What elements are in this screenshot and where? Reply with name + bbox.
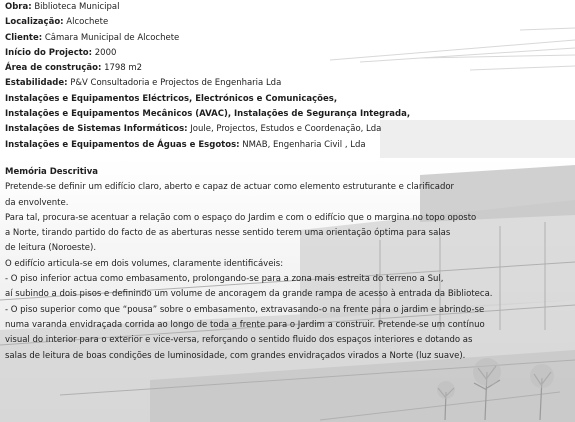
memoria-line: - O piso superior como que “pousa” sobre o embasamento, extravasando-o na frente para o jardim e abrindo-se: [5, 304, 485, 315]
field-estabilidade: [5, 76, 571, 91]
memoria-line: da envolvente.: [5, 197, 69, 208]
field-value: Joule, Projectos, Estudos e Coordenação, Lda: [190, 124, 382, 135]
field-label: Estabilidade:: [5, 78, 68, 89]
field-area: [5, 61, 571, 76]
field-obra: [5, 0, 571, 15]
field-label: Instalações e Equipamentos de Águas e Esgotos:: [5, 139, 240, 150]
memoria-line: aí subindo a dois pisos e definindo um volume de ancoragem da grande rampa de acesso à entrada da Biblioteca.: [5, 289, 493, 300]
field-label: Instalações de Sistemas Informáticos:: [5, 124, 188, 135]
memoria-heading: Memória Descritiva: [5, 166, 98, 177]
memoria-line: de leitura (Noroeste).: [5, 243, 97, 254]
memoria-line: visual do interior para o exterior e vice-versa, reforçando o sentido fluido dos espaços interiores e dotando as: [5, 335, 473, 346]
field-label: Início do Projecto:: [5, 47, 93, 58]
memoria-line: Pretende-se definir um edifício claro, aberto e capaz de actuar como elemento estruturante e clarificador: [5, 182, 455, 193]
field-label: Localização:: [5, 17, 64, 28]
memoria-line: - O piso inferior actua como embasamento, prolongando-se para a zona mais estreita do terreno a Sul,: [5, 274, 444, 285]
field-electricos: [5, 92, 571, 107]
field-value: P&V Consultadoria e Projectos de Engenharia Lda: [70, 78, 282, 89]
field-informaticos: [5, 122, 571, 137]
field-value: Câmara Municipal de Alcochete: [44, 32, 180, 43]
field-value: Alcochete: [66, 17, 109, 28]
field-label: Obra:: [5, 2, 32, 12]
field-localizacao: [5, 15, 571, 30]
field-label: Instalações e Equipamentos Mecânicos (AVAC), Instalações de Segurança Integrada,: [5, 109, 411, 120]
project-info: [5, 0, 571, 364]
field-label: Área de construção:: [5, 63, 102, 74]
field-label: Cliente:: [5, 32, 43, 43]
field-aguas: [5, 138, 571, 153]
memoria-line: a Norte, tirando partido do facto de as aberturas nesse sentido terem uma orientação óptima para salas: [5, 228, 451, 239]
field-inicio: [5, 46, 571, 61]
memoria-line: O edifício articula-se em dois volumes, claramente identificáveis:: [5, 258, 284, 269]
field-label: Instalações e Equipamentos Eléctricos, Electrónicos e Comunicações,: [5, 93, 338, 104]
field-value: 1798 m2: [104, 63, 143, 74]
field-value: 2000: [94, 47, 117, 58]
section-spacer: [5, 153, 571, 165]
memoria-line: salas de leitura de boas condições de luminosidade, com grandes envidraçados virados a Norte (luz suave).: [5, 350, 466, 361]
field-value: NMAB, Engenharia Civil , Lda: [242, 139, 366, 150]
field-value: Biblioteca Municipal: [34, 2, 120, 12]
memoria-line: Para tal, procura-se acentuar a relação com o espaço do Jardim e com o edifício que o margina no topo oposto: [5, 212, 477, 223]
memoria-line: numa varanda envidraçada corrida ao longo de toda a frente para o Jardim a construir. Pretende-se um contínuo: [5, 319, 485, 330]
field-cliente: [5, 31, 571, 46]
field-mecanicos: [5, 107, 571, 122]
